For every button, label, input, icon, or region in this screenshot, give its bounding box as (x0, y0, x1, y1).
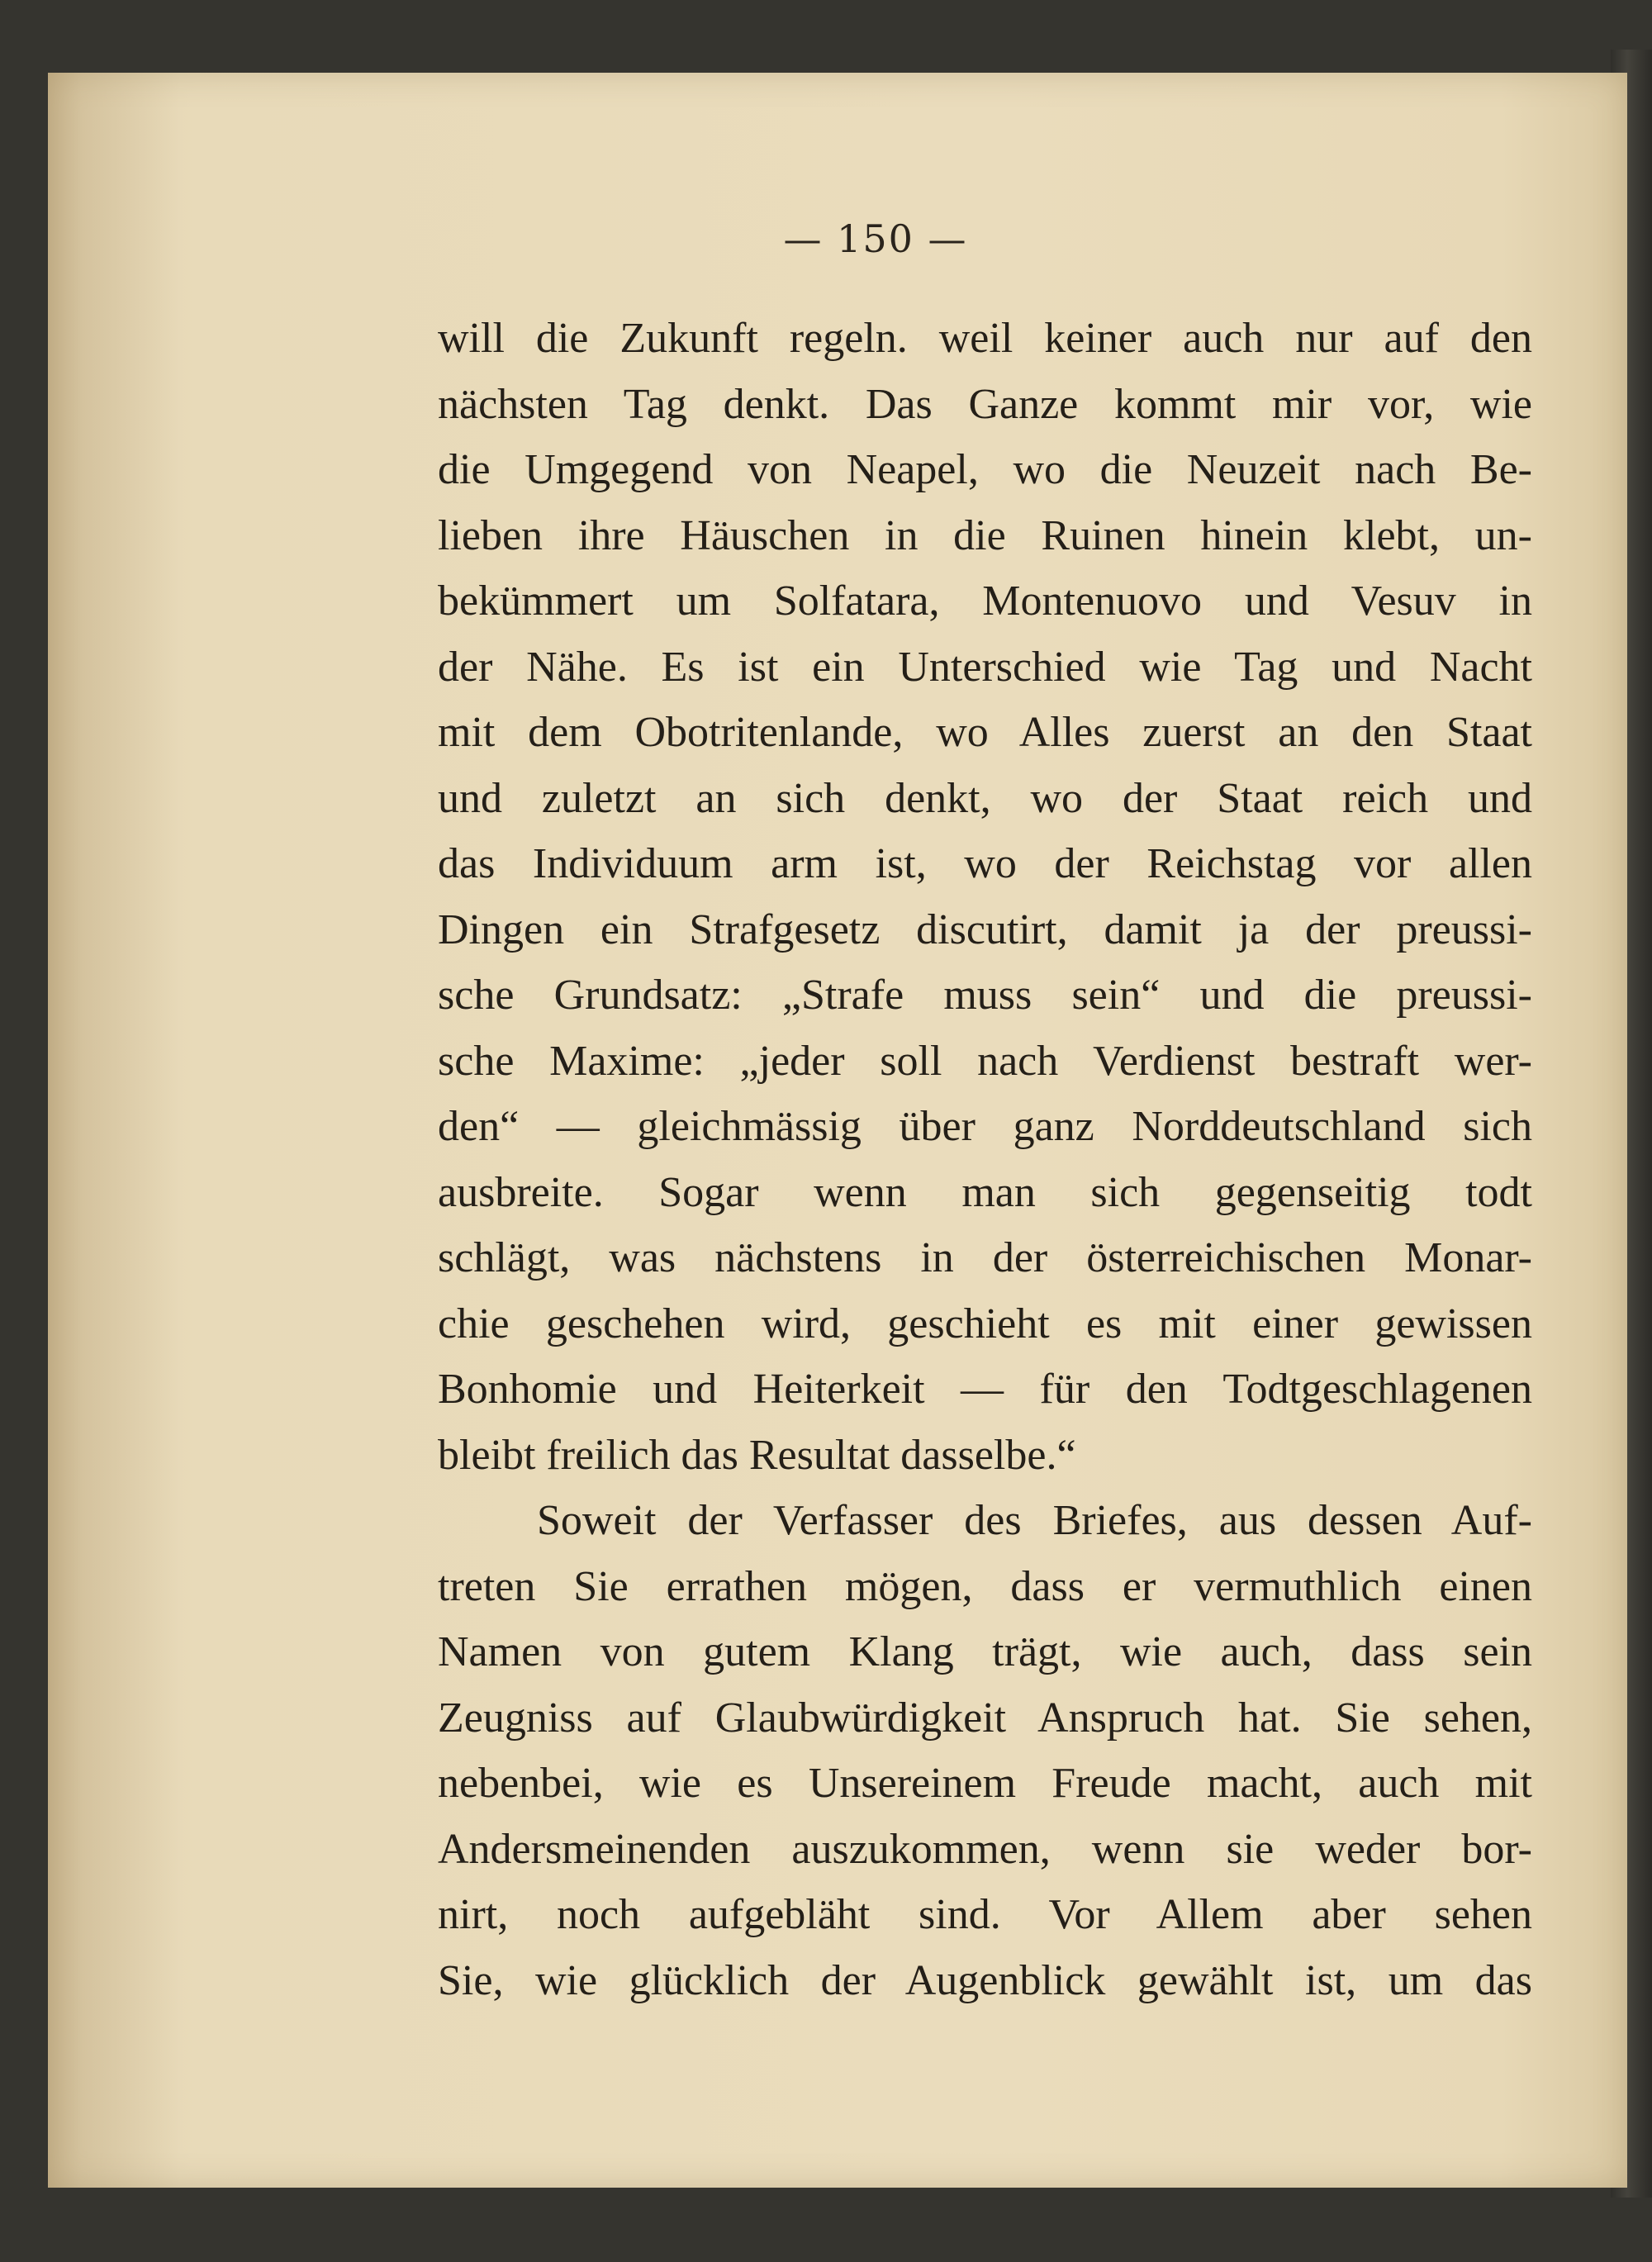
text-line: der Nähe. Es ist ein Unterschied wie Tag und Nacht (438, 643, 1532, 691)
text-line: nirt, noch aufgebläht sind. Vor Allem aber sehen (438, 1891, 1532, 1938)
text-line: chie geschehen wird, geschieht es mit einer gewissen (438, 1300, 1532, 1347)
text-line: bekümmert um Solfatara, Montenuovo und Vesuv in (438, 577, 1532, 625)
text-line: Bonhomie und Heiterkeit — für den Todtgeschlagenen (438, 1366, 1532, 1413)
page-body (438, 306, 1532, 2013)
text-line: lieben ihre Häuschen in die Ruinen hinein klebt, un- (438, 511, 1532, 559)
text-line: die Umgegend von Neapel, wo die Neuzeit nach Be- (438, 446, 1532, 493)
text-line: Zeugniss auf Glaubwürdigkeit Anspruch hat. Sie sehen, (438, 1694, 1532, 1742)
text-line: bleibt freilich das Resultat dasselbe.“ (438, 1431, 1076, 1479)
text-line: nächsten Tag denkt. Das Ganze kommt mir vor, wie (438, 380, 1532, 428)
text-line: Namen von gutem Klang trägt, wie auch, dass sein (438, 1628, 1532, 1675)
text-line: und zuletzt an sich denkt, wo der Staat reich und (438, 774, 1532, 822)
text-line: den“ — gleichmässig über ganz Norddeutschland sich (438, 1103, 1532, 1150)
text-line: Dingen ein Strafgesetz discutirt, damit ja der preussi- (438, 905, 1532, 953)
text-line: sche Grundsatz: „Strafe muss sein“ und die preussi- (438, 972, 1532, 1019)
text-line: das Individuum arm ist, wo der Reichstag vor allen (438, 840, 1532, 887)
text-line: sche Maxime: „jeder soll nach Verdienst bestraft wer- (438, 1037, 1532, 1085)
text-line: Soweit der Verfasser des Briefes, aus dessen Auf- (537, 1497, 1532, 1544)
text-line: nebenbei, wie es Unsereinem Freude macht, auch mit (438, 1760, 1532, 1807)
text-line: ausbreite. Sogar wenn man sich gegenseitig todt (438, 1168, 1532, 1216)
text-line: Sie, wie glücklich der Augenblick gewählt ist, um das (438, 1956, 1532, 2004)
text-line: Andersmeinenden auszukommen, wenn sie weder bor- (438, 1825, 1532, 1873)
page-number: — 150 — (783, 216, 968, 261)
text-line: schlägt, was nächstens in der österreichischen Monar- (438, 1234, 1532, 1281)
text-line: mit dem Obotritenlande, wo Alles zuerst an den Staat (438, 709, 1532, 756)
text-line: treten Sie errathen mögen, dass er vermuthlich einen (438, 1562, 1532, 1610)
text-line: will die Zukunft regeln. weil keiner auch nur auf den (438, 315, 1532, 362)
